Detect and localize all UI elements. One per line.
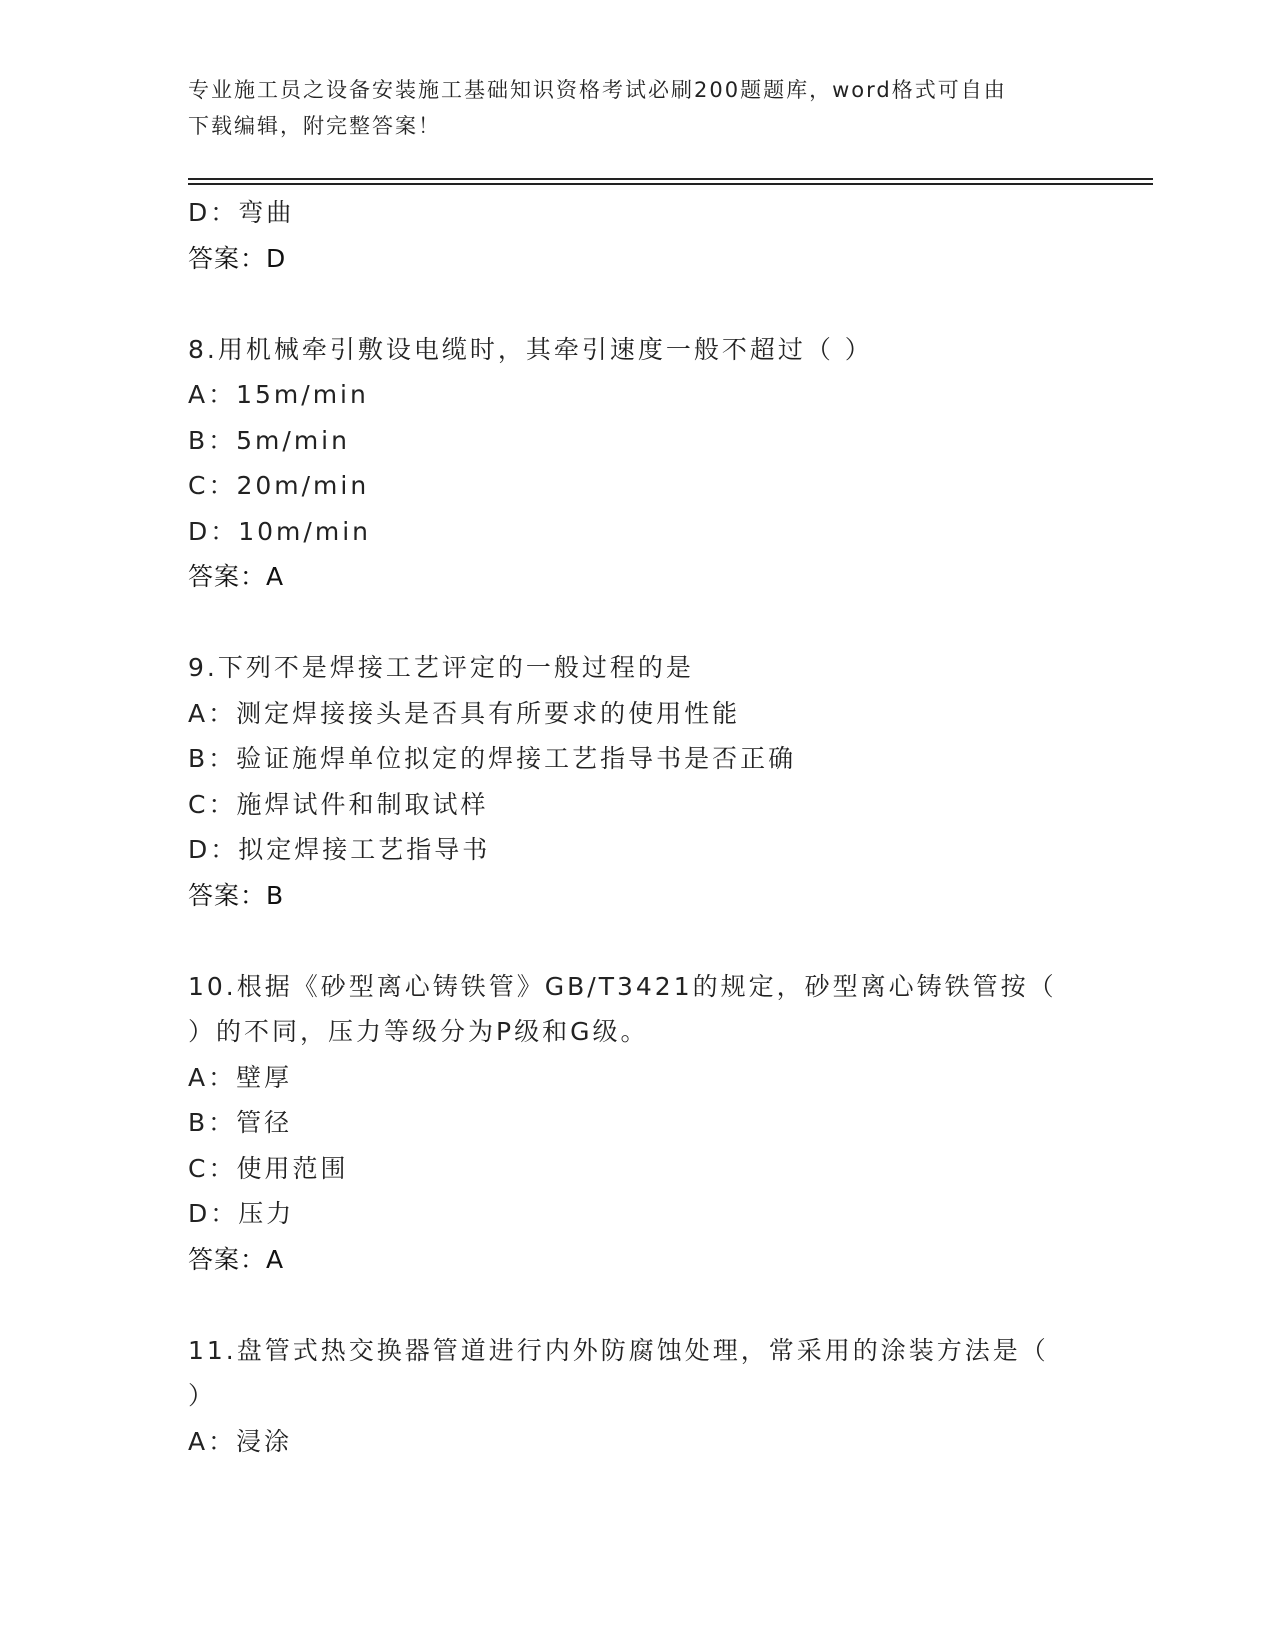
question-text-line-1: 11.盘管式热交换器管道进行内外防腐蚀处理，常采用的涂装方法是（ xyxy=(188,1335,1049,1365)
question-block-8 xyxy=(188,327,1088,600)
header-line-1: 专业施工员之设备安装施工基础知识资格考试必刷200题题库，word格式可自由 xyxy=(188,78,1007,102)
block-spacer xyxy=(188,281,1088,327)
answer-line: 答案：D xyxy=(188,243,287,273)
option-c: C：20m/min xyxy=(188,471,370,500)
question-list xyxy=(188,190,1088,1464)
question-text: 8.用机械牵引敷设电缆时，其牵引速度一般不超过（ ） xyxy=(188,334,873,364)
option-b: B：验证施焊单位拟定的焊接工艺指导书是否正确 xyxy=(188,744,797,773)
header-divider-top xyxy=(188,178,1153,180)
question-text-line-1: 10.根据《砂型离心铸铁管》GB/T3421的规定，砂型离心铸铁管按（ xyxy=(188,971,1057,1001)
header-divider-bottom xyxy=(188,183,1153,185)
option-a: A：15m/min xyxy=(188,380,369,409)
answer-line: 答案：A xyxy=(188,1244,285,1274)
question-text: 9.下列不是焊接工艺评定的一般过程的是 xyxy=(188,653,694,682)
answer-line: 答案：A xyxy=(188,562,285,591)
option-b: B：管径 xyxy=(188,1108,293,1137)
option-d: D：压力 xyxy=(188,1199,295,1228)
option-a: A：测定焊接接头是否具有所要求的使用性能 xyxy=(188,698,741,728)
question-text-line-2: ）的不同，压力等级分为P级和G级。 xyxy=(188,1017,649,1046)
option-a: A：浸涂 xyxy=(188,1426,293,1456)
question-block-7-tail xyxy=(188,190,1088,281)
question-text-line-2: ） xyxy=(188,1381,217,1410)
question-block-10 xyxy=(188,964,1088,1283)
option-a: A：壁厚 xyxy=(188,1062,293,1092)
option-c: C：施焊试件和制取试样 xyxy=(188,789,489,819)
question-block-11 xyxy=(188,1328,1088,1465)
option-d: D：拟定焊接工艺指导书 xyxy=(188,835,491,864)
question-block-9 xyxy=(188,645,1088,918)
answer-line: 答案：B xyxy=(188,880,285,910)
option-d: D：弯曲 xyxy=(188,198,295,227)
option-c: C：使用范围 xyxy=(188,1153,349,1183)
option-d: D：10m/min xyxy=(188,516,371,546)
document-header xyxy=(188,72,1088,144)
block-spacer xyxy=(188,918,1088,964)
header-line-2: 下载编辑，附完整答案！ xyxy=(188,114,441,138)
block-spacer xyxy=(188,1282,1088,1328)
option-b: B：5m/min xyxy=(188,425,350,455)
block-spacer xyxy=(188,600,1088,646)
